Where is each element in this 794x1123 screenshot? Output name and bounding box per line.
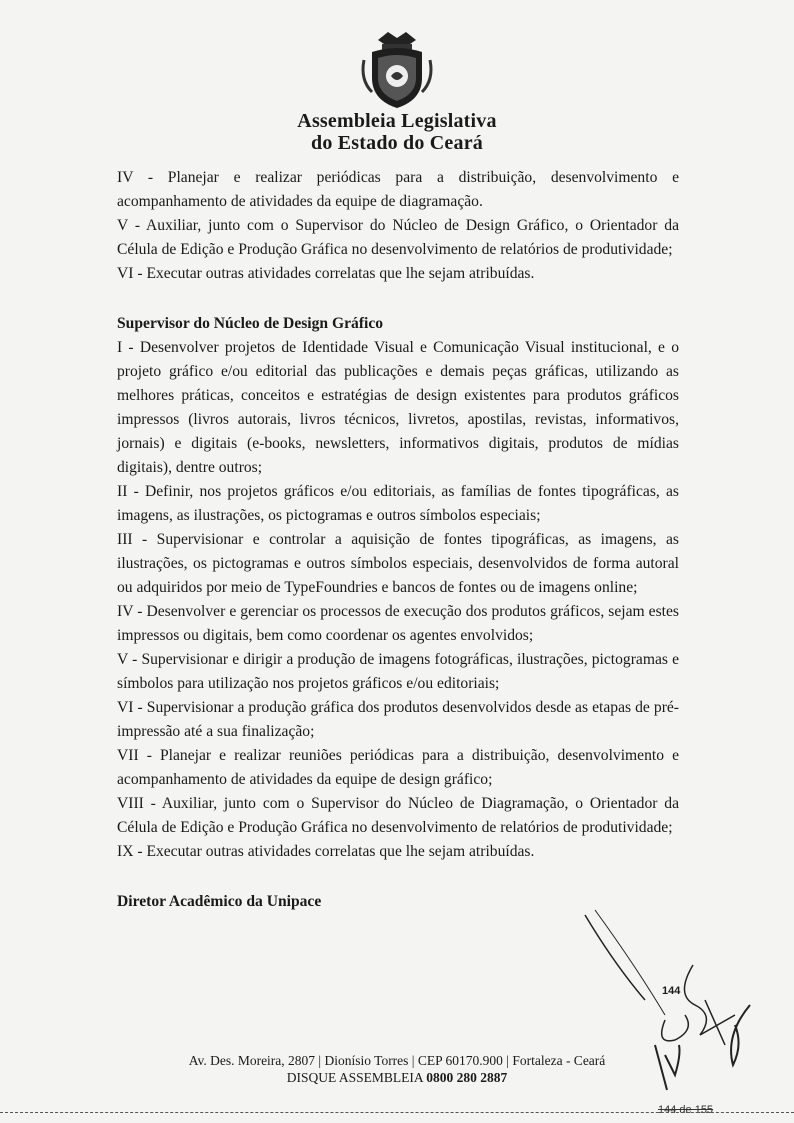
org-name-line2: do Estado do Ceará xyxy=(311,132,483,154)
section-item-iii: III - Supervisionar e controlar a aquisição de fontes tipográficas, as imagens, as ilustrações, os pictogramas e outros símbolos especiais, desenvolvidos de forma autoral ou adquiridos por meio de TypeFoundries e bancos de fontes ou de imagens online; xyxy=(117,531,679,596)
page-count: 144 de 155 xyxy=(658,1104,714,1116)
org-name-line1: Assembleia Legislativa xyxy=(297,110,497,132)
page-number-stamp: 144 xyxy=(662,985,681,997)
section-title: Supervisor do Núcleo de Design Gráfico xyxy=(117,315,384,332)
hotline-label: DISQUE ASSEMBLEIA xyxy=(286,1070,423,1085)
footer-address: Av. Des. Moreira, 2807 | Dionísio Torres | CEP 60170.900 | Fortaleza - Ceará xyxy=(188,1053,606,1068)
coat-of-arms-icon xyxy=(358,30,436,110)
footer-hotline xyxy=(0,1070,794,1086)
section-item-vii: VII - Planejar e realizar reuniões periódicas para a distribuição, desenvolvimento e acompanhamento de atividades da equipe de design gráfico; xyxy=(117,747,679,788)
section-item-ix: IX - Executar outras atividades correlatas que lhe sejam atribuídas. xyxy=(117,843,535,860)
intro-item-v: V - Auxiliar, junto com o Supervisor do Núcleo de Design Gráfico, o Orientador da Célula de Edição e Produção Gráfica no desenvolvimento de relatórios de produtividade; xyxy=(117,217,679,258)
section-item-viii: VIII - Auxiliar, junto com o Supervisor do Núcleo de Diagramação, o Orientador da Célula de Edição e Produção Gráfica no desenvolvimento de relatórios de produtividade; xyxy=(117,795,679,836)
section-item-i: I - Desenvolver projetos de Identidade Visual e Comunicação Visual institucional, e o projeto gráfico e/ou editorial das publicações e demais peças gráficas, utilizando as melhores práticas, conceitos e estratégias de design existentes para produtos gráficos impressos (livros autorais, livros técnicos, livretos, apostilas, revistas, informativos, jornais) e digitais (e-books, newsletters, informativos digitais, produtos de mídias digitais), dentre outros; xyxy=(117,339,679,476)
bottom-divider xyxy=(0,1112,794,1113)
section-item-vi: VI - Supervisionar a produção gráfica dos produtos desenvolvidos desde as etapas de pré-impressão até a sua finalização; xyxy=(117,699,679,740)
hotline-number: 0800 280 2887 xyxy=(426,1070,508,1085)
document-body xyxy=(117,166,679,914)
next-section-title: Diretor Acadêmico da Unipace xyxy=(117,893,322,910)
section-item-iv: IV - Desenvolver e gerenciar os processos de execução dos produtos gráficos, sejam estes impressos ou digitais, bem como coordenar os agentes envolvidos; xyxy=(117,603,679,644)
intro-item-iv: IV - Planejar e realizar periódicas para a distribuição, desenvolvimento e acompanhamento de atividades da equipe de diagramação. xyxy=(117,169,679,210)
section-item-ii: II - Definir, nos projetos gráficos e/ou editoriais, as famílias de fontes tipográficas, as imagens, as ilustrações, os pictogramas e outros símbolos especiais; xyxy=(117,483,679,524)
intro-item-vi: VI - Executar outras atividades correlatas que lhe sejam atribuídas. xyxy=(117,265,535,282)
section-item-v: V - Supervisionar e dirigir a produção de imagens fotográficas, ilustrações, pictogramas e símbolos para utilização nos projetos gráficos e/ou editoriais; xyxy=(117,651,679,692)
